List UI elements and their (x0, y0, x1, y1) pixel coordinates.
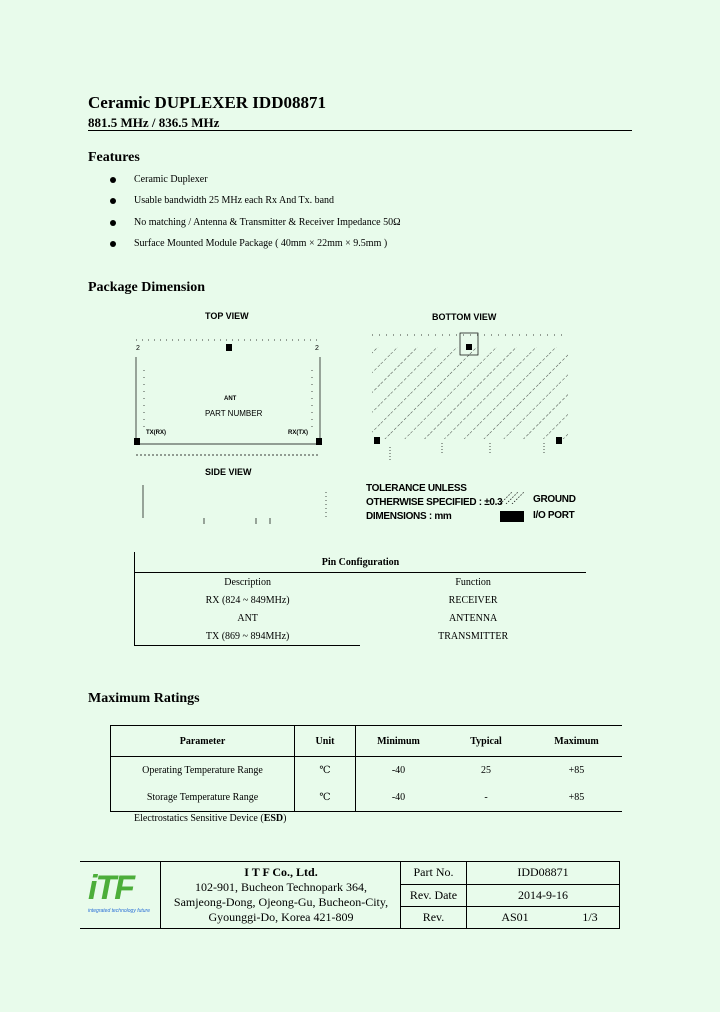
tx-rx-label: TX(RX) (146, 430, 166, 436)
address-line: 102-901, Bucheon Technopark 364, (195, 880, 367, 894)
company-block (162, 865, 400, 925)
side-view-drawing (138, 482, 333, 527)
feature-item: No matching / Antenna & Transmitter & Receiver Impedance 50Ω (110, 217, 401, 228)
io-port-swatch-icon (500, 511, 524, 522)
rev-value: AS01 (501, 910, 529, 924)
max-ratings-table (110, 725, 622, 812)
max-ratings-heading: Maximum Ratings (88, 691, 200, 706)
col-maximum: Maximum (531, 726, 622, 757)
col-typical: Typical (441, 726, 531, 757)
bottom-view-drawing (360, 325, 575, 465)
tolerance-line-3: DIMENSIONS : mm (366, 511, 452, 522)
logo-tagline: integrated technology future (88, 908, 150, 914)
bullet-icon (110, 198, 116, 204)
esd-note: Electrostatics Sensitive Device (ESD) (134, 813, 287, 824)
pin-col-description: Description (135, 573, 361, 592)
top-view-drawing (130, 330, 330, 460)
bullet-icon (110, 220, 116, 226)
table-row: Storage Temperature Range ℃ -40 - +85 (111, 784, 623, 812)
pin-col-function: Function (455, 576, 491, 588)
bullet-icon (110, 177, 116, 183)
table-row: TX (869 ~ 894MHz) TRANSMITTER (135, 627, 587, 646)
address-line: Gyounggi-Do, Korea 421-809 (208, 910, 354, 924)
part-no-label: Part No. (413, 865, 454, 879)
feature-item: Usable bandwidth 25 MHz each Rx And Tx. band (110, 195, 334, 206)
pin-config-heading: Pin Configuration (135, 552, 587, 573)
col-unit: Unit (295, 726, 356, 757)
package-heading: Package Dimension (88, 280, 206, 295)
tolerance-line-2: OTHERWISE SPECIFIED : ±0.3 (366, 497, 503, 508)
address-line: Samjeong-Dong, Ojeong-Gu, Bucheon-City, (173, 895, 389, 909)
table-row: Operating Temperature Range ℃ -40 25 +85 (111, 757, 623, 785)
ant-label: ANT (224, 396, 237, 402)
footer-row-rule (401, 884, 620, 885)
features-heading: Features (88, 150, 140, 165)
title-rule (88, 130, 632, 131)
footer-row-rule (401, 906, 620, 907)
feature-item: Surface Mounted Module Package ( 40mm × 22mm × 9.5mm ) (110, 238, 387, 249)
footer-divider (619, 861, 620, 929)
rev-label: Rev. (422, 910, 445, 924)
side-view-label: SIDE VIEW (205, 467, 252, 477)
feature-item: Ceramic Duplexer (110, 174, 208, 185)
bottom-view-label: BOTTOM VIEW (432, 312, 497, 322)
company-name: I T F Co., Ltd. (244, 865, 318, 879)
col-minimum: Minimum (356, 726, 442, 757)
footer-bottom-rule (80, 928, 620, 929)
page-number: 1/3 (582, 910, 598, 924)
itf-logo: iTF integrated technology future (88, 870, 156, 918)
col-parameter: Parameter (111, 726, 295, 757)
svg-text:2: 2 (315, 345, 319, 352)
svg-text:2: 2 (136, 345, 140, 352)
rx-tx-label: RX(TX) (288, 430, 308, 436)
part-no-value: IDD08871 (517, 865, 569, 879)
document-subtitle: 881.5 MHz / 836.5 MHz (88, 115, 220, 130)
tolerance-line-1: TOLERANCE UNLESS (366, 483, 467, 494)
ground-label: GROUND (533, 494, 576, 505)
io-port-label: I/O PORT (533, 510, 575, 521)
table-row: RX (824 ~ 849MHz) RECEIVER (135, 591, 587, 609)
top-view-label: TOP VIEW (205, 311, 249, 321)
footer-top-rule (80, 861, 620, 862)
document-title: Ceramic DUPLEXER IDD08871 (88, 93, 326, 112)
part-number-label: PART NUMBER (205, 409, 263, 418)
rev-date-value: 2014-9-16 (518, 888, 568, 902)
pin-configuration-table (134, 552, 586, 646)
rev-date-label: Rev. Date (409, 888, 458, 902)
ground-swatch-icon (500, 492, 524, 504)
table-row: ANT ANTENNA (135, 609, 587, 627)
footer-divider (160, 861, 161, 929)
bullet-icon (110, 241, 116, 247)
